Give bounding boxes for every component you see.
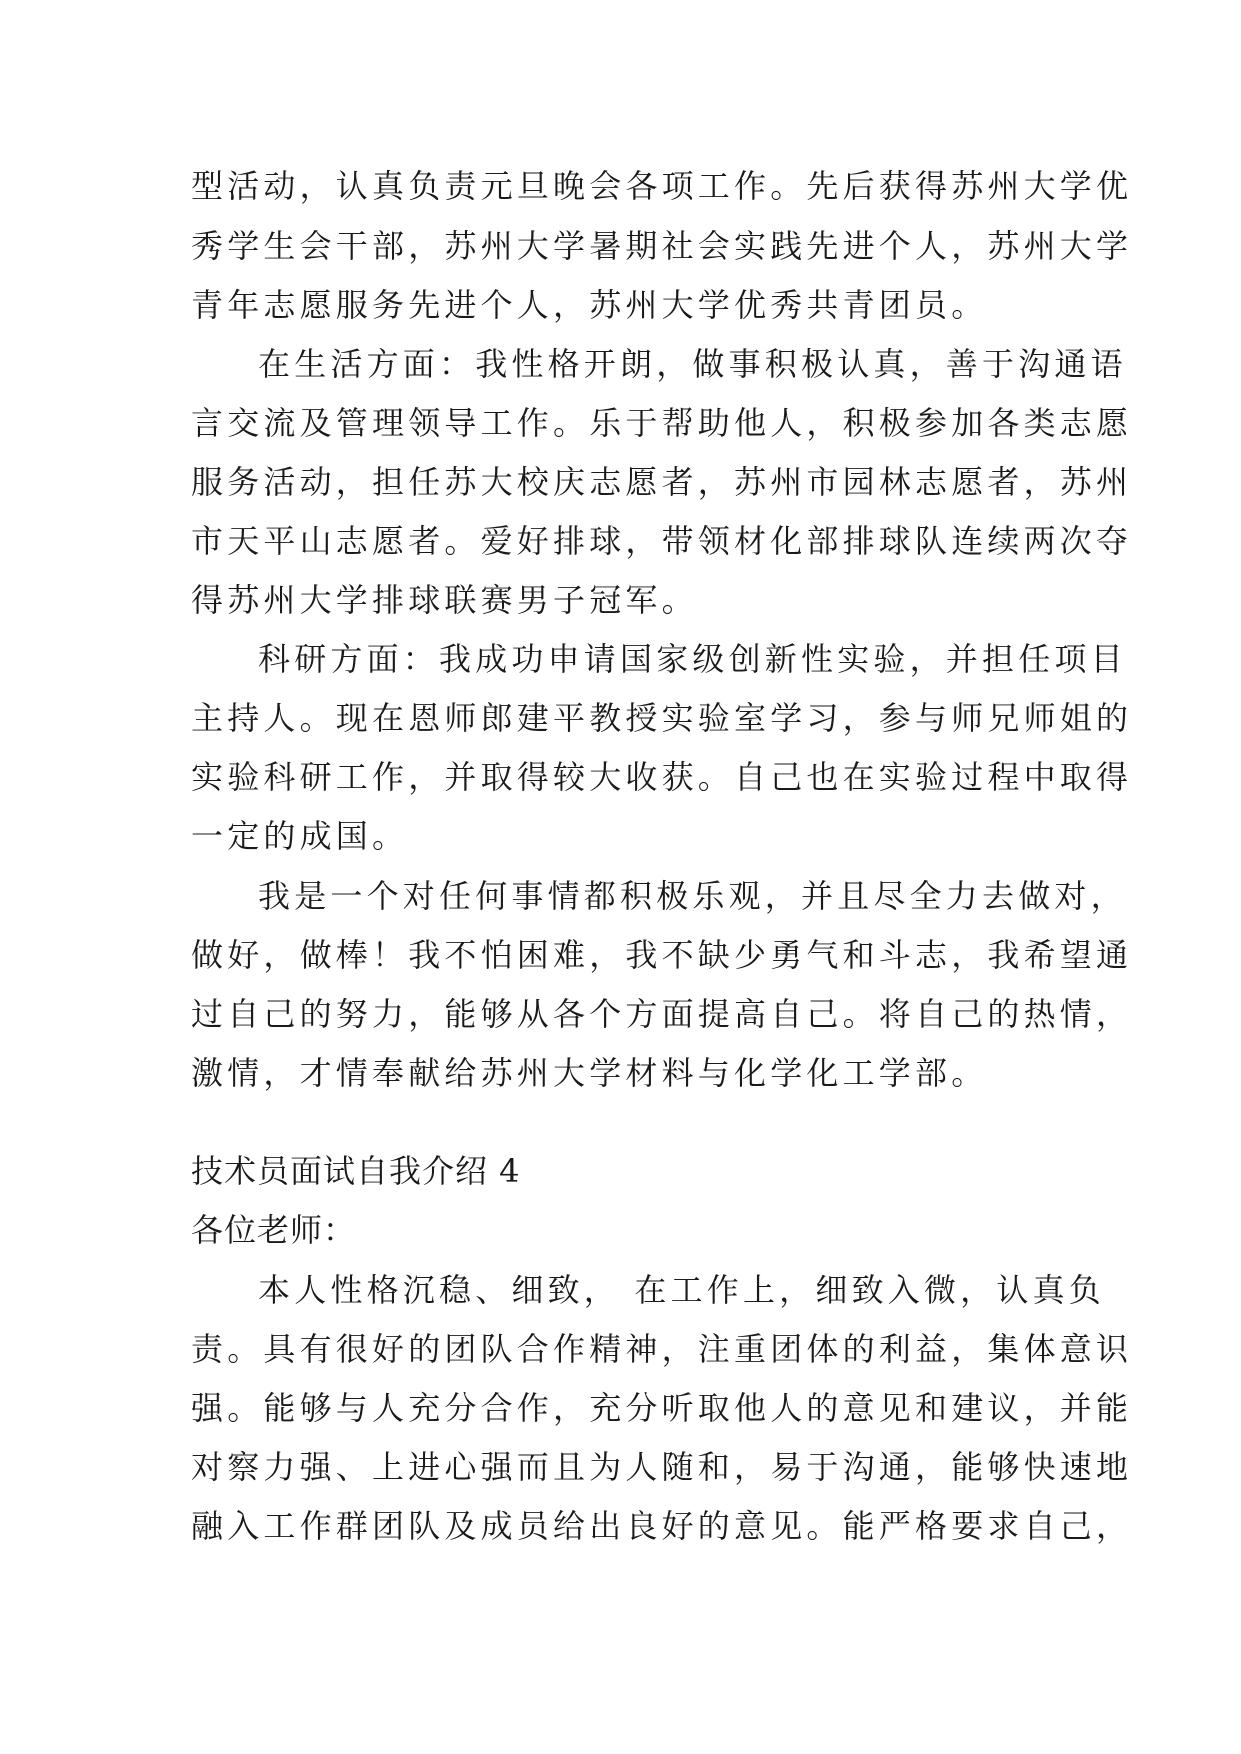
paragraph-line: 过自己的努力，能够从各个方面提高自己。将自己的热情， (191, 995, 1133, 1033)
paragraph-line: 得苏州大学排球联赛男子冠军。 (191, 581, 698, 619)
paragraph-line: 青年志愿服务先进个人，苏州大学优秀共青团员。 (191, 286, 988, 324)
paragraph-line: 言交流及管理领导工作。乐于帮助他人，积极参加各类志愿 (191, 404, 1133, 442)
paragraph-line: 实验科研工作，并取得较大收获。自己也在实验过程中取得 (191, 758, 1133, 796)
paragraph-line: 在生活方面：我性格开朗，做事积极认真，善于沟通语 (258, 345, 1127, 383)
paragraph-line: 型活动，认真负责元旦晚会各项工作。先后获得苏州大学优 (191, 167, 1133, 205)
paragraph-line: 科研方面：我成功申请国家级创新性实验，并担任项目 (258, 640, 1127, 678)
paragraph-line: 责。具有很好的团队合作精神，注重团体的利益，集体意识 (191, 1330, 1133, 1368)
paragraph-line: 秀学生会干部，苏州大学暑期社会实践先进个人，苏州大学 (191, 227, 1133, 265)
paragraph-line: 强。能够与人充分合作，充分听取他人的意见和建议，并能 (191, 1389, 1133, 1427)
paragraph-line: 做好，做棒！我不怕困难，我不缺少勇气和斗志，我希望通 (191, 936, 1133, 974)
paragraph-line: 我是一个对任何事情都积极乐观，并且尽全力去做对， (258, 877, 1127, 915)
paragraph-line: 对察力强、上进心强而且为人随和，易于沟通，能够快速地 (191, 1448, 1133, 1486)
paragraph-line: 融入工作群团队及成员给出良好的意见。能严格要求自己， (191, 1507, 1133, 1545)
paragraph-line: 主持人。现在恩师郎建平教授实验室学习，参与师兄师姐的 (191, 699, 1133, 737)
paragraph-line: 激情，才情奉献给苏州大学材料与化学化工学部。 (191, 1054, 988, 1092)
section-heading: 技术员面试自我介绍 4 (191, 1152, 521, 1190)
paragraph-line: 市天平山志愿者。爱好排球，带领材化部排球队连续两次夺 (191, 522, 1133, 560)
paragraph-line: 本人性格沉稳、细致， 在工作上，细致入微，认真负 (258, 1271, 1105, 1309)
salutation: 各位老师： (191, 1211, 357, 1249)
paragraph-line: 一定的成国。 (191, 817, 409, 855)
paragraph-line: 服务活动，担任苏大校庆志愿者，苏州市园林志愿者，苏州 (191, 463, 1133, 501)
